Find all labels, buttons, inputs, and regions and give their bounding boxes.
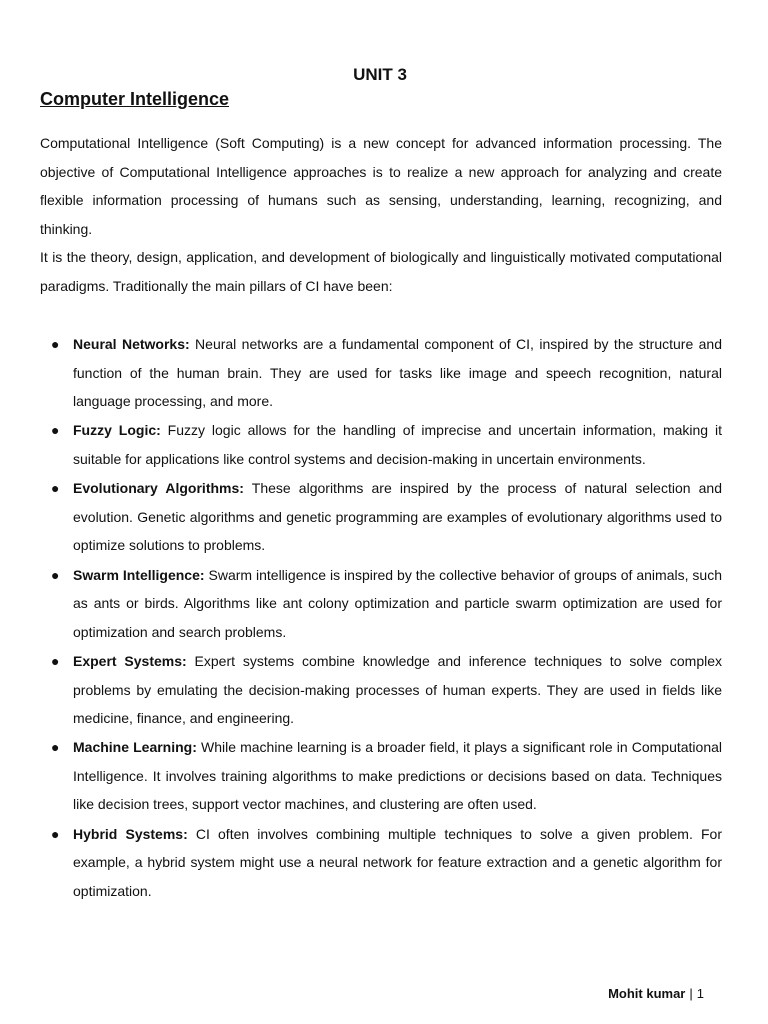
bullet-icon: ● [51, 739, 60, 756]
bullet-icon: ● [51, 566, 60, 583]
pillar-term: Neural Networks: [73, 336, 190, 352]
bullet-icon: ● [51, 480, 60, 497]
pillar-description: Neural networks are a fundamental component of CI, inspired by the structure and function of the human brain. They are used for tasks like image and speech recognition, natural language processing, and more. [73, 336, 722, 410]
pillar-description: These algorithms are inspired by the process of natural selection and evolution. Genetic algorithms and genetic programming are examples of evolutionary algorithms used to optimize solutions to problems. [73, 480, 722, 554]
footer-separator: | [689, 986, 693, 1001]
list-item-swarm-intelligence [40, 561, 722, 647]
section-heading: Computer Intelligence [40, 89, 230, 109]
bullet-icon: ● [51, 825, 60, 842]
pillar-term: Fuzzy Logic: [73, 422, 161, 439]
list-item-hybrid-systems [40, 820, 722, 906]
pillar-term: Hybrid Systems: [73, 825, 188, 842]
unit-title: UNIT 3 [353, 65, 407, 84]
bullet-icon: ● [51, 336, 60, 352]
list-item-evolutionary-algorithms [40, 474, 722, 560]
page-number: 1 [696, 986, 704, 1001]
pillar-term: Expert Systems: [73, 652, 187, 669]
bullet-icon: ● [51, 652, 60, 669]
pillar-description: While machine learning is a broader field, it plays a significant role in Computational Intelligence. It involves training algorithms to make predictions or decisions based on data. Techniques like decision trees, support vector machines, and clustering are often used. [73, 739, 723, 813]
bullet-icon: ● [51, 422, 60, 439]
pillars-list [40, 330, 722, 906]
intro-paragraph: Computational Intelligence (Soft Computing) is a new concept for advanced information processing. The objective of Computational Intelligence approaches is to realize a new approach for analyzing and create flexible information processing of humans such as sensing, understanding, learning, recognizing, and thinking. [40, 135, 722, 237]
pillar-description: Fuzzy logic allows for the handling of imprecise and uncertain information, making it suitable for applications like control systems and decision-making in uncertain environments. [73, 422, 722, 467]
list-item-machine-learning [40, 733, 722, 819]
list-item-fuzzy-logic [40, 416, 722, 473]
list-item-expert-systems [40, 647, 722, 733]
pillar-description: CI often involves combining multiple techniques to solve a given problem. For example, a hybrid system might use a neural network for feature extraction and a genetic algorithm for optimization. [73, 825, 722, 899]
pillar-term: Evolutionary Algorithms: [73, 480, 244, 497]
pillar-description: Expert systems combine knowledge and inference techniques to solve complex problems by emulating the decision-making processes of human experts. They are used in fields like medicine, finance, and engineering. [73, 652, 722, 727]
pillar-term: Machine Learning: [73, 739, 197, 756]
pillar-term: Swarm Intelligence: [73, 566, 205, 583]
page-footer [608, 985, 704, 1003]
pillar-description: Swarm intelligence is inspired by the collective behavior of groups of animals, such as ants or birds. Algorithms like ant colony optimization and particle swarm optimization are used for optimization and search problems. [73, 566, 723, 640]
footer-author: Mohit kumar [608, 986, 686, 1001]
list-item-neural-networks [40, 330, 722, 416]
intro-paragraph: It is the theory, design, application, and development of biologically and linguistically motivated computational paradigms. Traditionally the main pillars of CI have been: [40, 249, 722, 294]
